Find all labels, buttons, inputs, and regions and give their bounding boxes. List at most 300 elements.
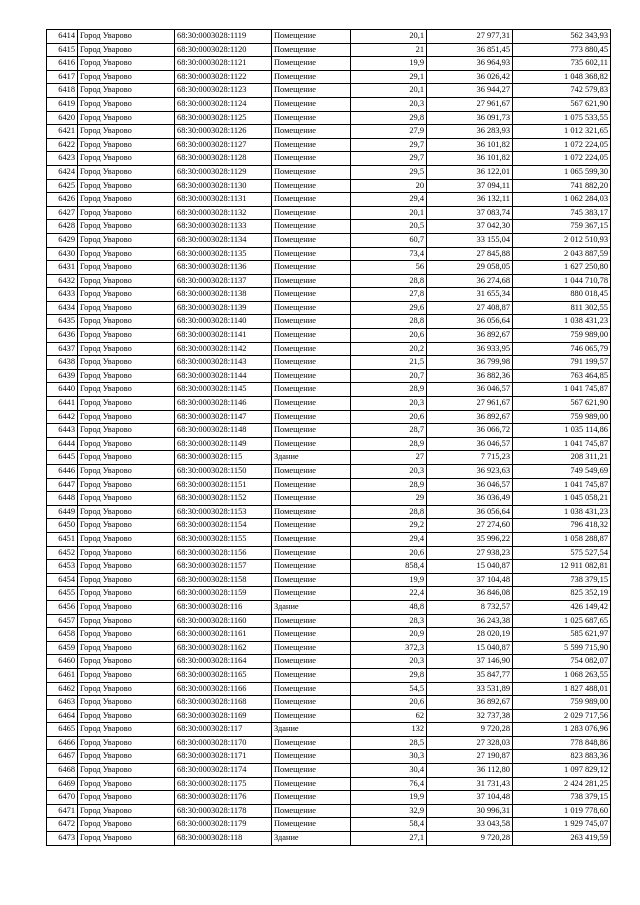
cadastral-number-cell: 68:30:0003028:1136 <box>175 261 272 275</box>
settlement-cell: Город Уварово <box>78 764 175 778</box>
table-row <box>47 165 611 179</box>
row-number-cell: 6445 <box>47 451 78 465</box>
table-row <box>47 600 611 614</box>
area-cell: 29,4 <box>351 532 427 546</box>
table-row <box>47 573 611 587</box>
row-number-cell: 6429 <box>47 233 78 247</box>
cadastral-value-cell: 759 989,00 <box>513 329 611 343</box>
row-number-cell: 6452 <box>47 546 78 560</box>
specific-value-cell: 27 961,67 <box>427 97 513 111</box>
specific-value-cell: 31 655,34 <box>427 288 513 302</box>
cadastral-number-cell: 68:30:0003028:1164 <box>175 655 272 669</box>
cadastral-number-cell: 68:30:0003028:1132 <box>175 206 272 220</box>
row-number-cell: 6421 <box>47 125 78 139</box>
table-row <box>47 301 611 315</box>
specific-value-cell: 37 104,48 <box>427 573 513 587</box>
area-cell: 28,5 <box>351 736 427 750</box>
cadastral-number-cell: 68:30:0003028:1156 <box>175 546 272 560</box>
area-cell: 54,5 <box>351 682 427 696</box>
cadastral-value-cell: 823 883,36 <box>513 750 611 764</box>
table-row <box>47 546 611 560</box>
object-type-cell: Помещение <box>272 478 351 492</box>
area-cell: 20,2 <box>351 342 427 356</box>
settlement-cell: Город Уварово <box>78 451 175 465</box>
area-cell: 20,1 <box>351 206 427 220</box>
row-number-cell: 6466 <box>47 736 78 750</box>
object-type-cell: Помещение <box>272 573 351 587</box>
area-cell: 28,9 <box>351 478 427 492</box>
table-row <box>47 750 611 764</box>
cadastral-value-cell: 880 018,45 <box>513 288 611 302</box>
settlement-cell: Город Уварово <box>78 206 175 220</box>
table-row <box>47 424 611 438</box>
row-number-cell: 6453 <box>47 560 78 574</box>
object-type-cell: Помещение <box>272 736 351 750</box>
row-number-cell: 6467 <box>47 750 78 764</box>
table-row <box>47 492 611 506</box>
area-cell: 28,8 <box>351 315 427 329</box>
table-row <box>47 560 611 574</box>
cadastral-number-cell: 68:30:0003028:1176 <box>175 791 272 805</box>
settlement-cell: Город Уварово <box>78 641 175 655</box>
cadastral-number-cell: 68:30:0003028:1151 <box>175 478 272 492</box>
settlement-cell: Город Уварово <box>78 614 175 628</box>
cadastral-value-cell: 749 549,69 <box>513 465 611 479</box>
settlement-cell: Город Уварово <box>78 342 175 356</box>
settlement-cell: Город Уварово <box>78 655 175 669</box>
area-cell: 372,3 <box>351 641 427 655</box>
specific-value-cell: 36 283,93 <box>427 125 513 139</box>
specific-value-cell: 36 882,36 <box>427 369 513 383</box>
table-row <box>47 179 611 193</box>
table-row <box>47 437 611 451</box>
cadastral-value-cell: 754 082,07 <box>513 655 611 669</box>
table-row <box>47 696 611 710</box>
table-row <box>47 342 611 356</box>
row-number-cell: 6444 <box>47 437 78 451</box>
specific-value-cell: 8 732,57 <box>427 600 513 614</box>
table-row <box>47 682 611 696</box>
specific-value-cell: 36 056,64 <box>427 315 513 329</box>
cadastral-value-cell: 1 038 431,23 <box>513 505 611 519</box>
settlement-cell: Город Уварово <box>78 152 175 166</box>
cadastral-number-cell: 68:30:0003028:1127 <box>175 138 272 152</box>
row-number-cell: 6448 <box>47 492 78 506</box>
row-number-cell: 6417 <box>47 70 78 84</box>
cadastral-number-cell: 68:30:0003028:1160 <box>175 614 272 628</box>
area-cell: 27,9 <box>351 125 427 139</box>
settlement-cell: Город Уварово <box>78 492 175 506</box>
table-row <box>47 261 611 275</box>
cadastral-value-cell: 2 012 510,93 <box>513 233 611 247</box>
settlement-cell: Город Уварово <box>78 478 175 492</box>
cadastral-number-cell: 68:30:0003028:1135 <box>175 247 272 261</box>
cadastral-value-cell: 742 579,83 <box>513 84 611 98</box>
table-row <box>47 587 611 601</box>
area-cell: 29,2 <box>351 519 427 533</box>
area-cell: 132 <box>351 723 427 737</box>
row-number-cell: 6434 <box>47 301 78 315</box>
cadastral-value-cell: 1 012 321,65 <box>513 125 611 139</box>
object-type-cell: Помещение <box>272 397 351 411</box>
object-type-cell: Помещение <box>272 233 351 247</box>
object-type-cell: Помещение <box>272 696 351 710</box>
object-type-cell: Помещение <box>272 111 351 125</box>
row-number-cell: 6435 <box>47 315 78 329</box>
specific-value-cell: 37 104,48 <box>427 791 513 805</box>
area-cell: 32,9 <box>351 804 427 818</box>
specific-value-cell: 36 046,57 <box>427 478 513 492</box>
row-number-cell: 6438 <box>47 356 78 370</box>
cadastral-value-cell: 738 379,15 <box>513 791 611 805</box>
cadastral-value-cell: 759 989,00 <box>513 410 611 424</box>
table-body <box>47 30 611 846</box>
row-number-cell: 6430 <box>47 247 78 261</box>
area-cell: 29,7 <box>351 138 427 152</box>
cadastral-number-cell: 68:30:0003028:1174 <box>175 764 272 778</box>
area-cell: 28,3 <box>351 614 427 628</box>
object-type-cell: Помещение <box>272 30 351 44</box>
row-number-cell: 6419 <box>47 97 78 111</box>
settlement-cell: Город Уварово <box>78 138 175 152</box>
cadastral-value-cell: 1 044 710,78 <box>513 274 611 288</box>
object-type-cell: Помещение <box>272 193 351 207</box>
cadastral-number-cell: 68:30:0003028:1161 <box>175 628 272 642</box>
object-type-cell: Помещение <box>272 424 351 438</box>
row-number-cell: 6414 <box>47 30 78 44</box>
row-number-cell: 6457 <box>47 614 78 628</box>
area-cell: 27,1 <box>351 832 427 846</box>
area-cell: 29,1 <box>351 70 427 84</box>
specific-value-cell: 36 036,49 <box>427 492 513 506</box>
specific-value-cell: 27 845,88 <box>427 247 513 261</box>
cadastral-value-cell: 1 062 284,03 <box>513 193 611 207</box>
cadastral-value-cell: 735 602,11 <box>513 57 611 71</box>
settlement-cell: Город Уварово <box>78 125 175 139</box>
specific-value-cell: 32 737,38 <box>427 709 513 723</box>
table-row <box>47 709 611 723</box>
object-type-cell: Помещение <box>272 410 351 424</box>
settlement-cell: Город Уварово <box>78 329 175 343</box>
cadastral-number-cell: 68:30:0003028:1153 <box>175 505 272 519</box>
settlement-cell: Город Уварово <box>78 628 175 642</box>
object-type-cell: Помещение <box>272 274 351 288</box>
cadastral-value-cell: 1 068 263,55 <box>513 668 611 682</box>
object-type-cell: Помещение <box>272 43 351 57</box>
cadastral-number-cell: 68:30:0003028:1129 <box>175 165 272 179</box>
settlement-cell: Город Уварово <box>78 111 175 125</box>
object-type-cell: Помещение <box>272 383 351 397</box>
object-type-cell: Помещение <box>272 220 351 234</box>
object-type-cell: Помещение <box>272 152 351 166</box>
cadastral-value-cell: 426 149,42 <box>513 600 611 614</box>
settlement-cell: Город Уварово <box>78 682 175 696</box>
specific-value-cell: 27 938,23 <box>427 546 513 560</box>
object-type-cell: Помещение <box>272 764 351 778</box>
row-number-cell: 6456 <box>47 600 78 614</box>
specific-value-cell: 36 122,01 <box>427 165 513 179</box>
area-cell: 20,6 <box>351 546 427 560</box>
cadastral-number-cell: 68:30:0003028:1178 <box>175 804 272 818</box>
cadastral-number-cell: 68:30:0003028:1171 <box>175 750 272 764</box>
specific-value-cell: 31 731,43 <box>427 777 513 791</box>
area-cell: 28,9 <box>351 383 427 397</box>
cadastral-value-cell: 567 621,90 <box>513 397 611 411</box>
specific-value-cell: 36 923,63 <box>427 465 513 479</box>
settlement-cell: Город Уварово <box>78 668 175 682</box>
settlement-cell: Город Уварово <box>78 709 175 723</box>
row-number-cell: 6427 <box>47 206 78 220</box>
table-row <box>47 57 611 71</box>
cadastral-number-cell: 68:30:0003028:1142 <box>175 342 272 356</box>
cadastral-value-table <box>46 29 611 846</box>
specific-value-cell: 35 847,77 <box>427 668 513 682</box>
settlement-cell: Город Уварово <box>78 97 175 111</box>
row-number-cell: 6423 <box>47 152 78 166</box>
settlement-cell: Город Уварово <box>78 573 175 587</box>
table-row <box>47 97 611 111</box>
row-number-cell: 6470 <box>47 791 78 805</box>
object-type-cell: Помещение <box>272 57 351 71</box>
cadastral-number-cell: 68:30:0003028:1147 <box>175 410 272 424</box>
table-row <box>47 614 611 628</box>
table-row <box>47 70 611 84</box>
settlement-cell: Город Уварово <box>78 587 175 601</box>
row-number-cell: 6447 <box>47 478 78 492</box>
specific-value-cell: 36 964,93 <box>427 57 513 71</box>
cadastral-number-cell: 68:30:0003028:1149 <box>175 437 272 451</box>
settlement-cell: Город Уварово <box>78 84 175 98</box>
cadastral-number-cell: 68:30:0003028:1159 <box>175 587 272 601</box>
settlement-cell: Город Уварово <box>78 315 175 329</box>
row-number-cell: 6426 <box>47 193 78 207</box>
object-type-cell: Помещение <box>272 668 351 682</box>
cadastral-value-cell: 12 911 082,81 <box>513 560 611 574</box>
row-number-cell: 6439 <box>47 369 78 383</box>
table-row <box>47 397 611 411</box>
cadastral-number-cell: 68:30:0003028:1143 <box>175 356 272 370</box>
cadastral-value-cell: 773 880,45 <box>513 43 611 57</box>
area-cell: 19,9 <box>351 573 427 587</box>
object-type-cell: Помещение <box>272 560 351 574</box>
object-type-cell: Помещение <box>272 369 351 383</box>
row-number-cell: 6440 <box>47 383 78 397</box>
cadastral-number-cell: 68:30:0003028:1137 <box>175 274 272 288</box>
specific-value-cell: 36 046,57 <box>427 437 513 451</box>
specific-value-cell: 33 043,58 <box>427 818 513 832</box>
area-cell: 20 <box>351 179 427 193</box>
cadastral-value-cell: 791 199,57 <box>513 356 611 370</box>
settlement-cell: Город Уварово <box>78 261 175 275</box>
specific-value-cell: 29 058,05 <box>427 261 513 275</box>
specific-value-cell: 9 720,28 <box>427 723 513 737</box>
cadastral-number-cell: 68:30:0003028:1123 <box>175 84 272 98</box>
object-type-cell: Помещение <box>272 505 351 519</box>
object-type-cell: Помещение <box>272 587 351 601</box>
cadastral-number-cell: 68:30:0003028:1134 <box>175 233 272 247</box>
cadastral-value-cell: 1 025 687,65 <box>513 614 611 628</box>
object-type-cell: Помещение <box>272 329 351 343</box>
table-row <box>47 465 611 479</box>
table-row <box>47 30 611 44</box>
cadastral-number-cell: 68:30:0003028:1144 <box>175 369 272 383</box>
object-type-cell: Помещение <box>272 546 351 560</box>
cadastral-value-cell: 1 041 745,87 <box>513 478 611 492</box>
settlement-cell: Город Уварово <box>78 424 175 438</box>
row-number-cell: 6472 <box>47 818 78 832</box>
row-number-cell: 6432 <box>47 274 78 288</box>
cadastral-number-cell: 68:30:0003028:1166 <box>175 682 272 696</box>
object-type-cell: Помещение <box>272 315 351 329</box>
settlement-cell: Город Уварово <box>78 804 175 818</box>
row-number-cell: 6422 <box>47 138 78 152</box>
cadastral-value-cell: 1 072 224,05 <box>513 138 611 152</box>
table-row <box>47 478 611 492</box>
settlement-cell: Город Уварово <box>78 818 175 832</box>
settlement-cell: Город Уварово <box>78 696 175 710</box>
cadastral-number-cell: 68:30:0003028:1169 <box>175 709 272 723</box>
area-cell: 19,9 <box>351 791 427 805</box>
object-type-cell: Здание <box>272 832 351 846</box>
settlement-cell: Город Уварово <box>78 288 175 302</box>
row-number-cell: 6416 <box>47 57 78 71</box>
object-type-cell: Помещение <box>272 165 351 179</box>
table-row <box>47 832 611 846</box>
cadastral-value-cell: 1 041 745,87 <box>513 437 611 451</box>
specific-value-cell: 36 846,08 <box>427 587 513 601</box>
table-row <box>47 519 611 533</box>
area-cell: 20,3 <box>351 397 427 411</box>
object-type-cell: Помещение <box>272 465 351 479</box>
area-cell: 29,8 <box>351 668 427 682</box>
object-type-cell: Помещение <box>272 70 351 84</box>
row-number-cell: 6446 <box>47 465 78 479</box>
settlement-cell: Город Уварово <box>78 247 175 261</box>
row-number-cell: 6418 <box>47 84 78 98</box>
area-cell: 60,7 <box>351 233 427 247</box>
specific-value-cell: 33 155,04 <box>427 233 513 247</box>
settlement-cell: Город Уварово <box>78 600 175 614</box>
row-number-cell: 6449 <box>47 505 78 519</box>
area-cell: 28,8 <box>351 274 427 288</box>
table-row <box>47 369 611 383</box>
cadastral-number-cell: 68:30:0003028:116 <box>175 600 272 614</box>
row-number-cell: 6461 <box>47 668 78 682</box>
area-cell: 28,7 <box>351 424 427 438</box>
area-cell: 56 <box>351 261 427 275</box>
cadastral-value-cell: 1 627 250,80 <box>513 261 611 275</box>
cadastral-number-cell: 68:30:0003028:1124 <box>175 97 272 111</box>
cadastral-value-cell: 208 311,21 <box>513 451 611 465</box>
table-row <box>47 274 611 288</box>
table-row <box>47 152 611 166</box>
cadastral-value-cell: 741 882,20 <box>513 179 611 193</box>
settlement-cell: Город Уварово <box>78 777 175 791</box>
cadastral-value-cell: 2 029 717,56 <box>513 709 611 723</box>
table-row <box>47 777 611 791</box>
specific-value-cell: 15 040,87 <box>427 560 513 574</box>
table-row <box>47 723 611 737</box>
area-cell: 20,1 <box>351 84 427 98</box>
area-cell: 29 <box>351 492 427 506</box>
specific-value-cell: 27 977,31 <box>427 30 513 44</box>
object-type-cell: Помещение <box>272 138 351 152</box>
area-cell: 22,4 <box>351 587 427 601</box>
table-row <box>47 668 611 682</box>
cadastral-number-cell: 68:30:0003028:1165 <box>175 668 272 682</box>
area-cell: 29,4 <box>351 193 427 207</box>
cadastral-value-cell: 759 367,15 <box>513 220 611 234</box>
area-cell: 73,4 <box>351 247 427 261</box>
table-row <box>47 315 611 329</box>
table-row <box>47 138 611 152</box>
cadastral-value-cell: 746 065,79 <box>513 342 611 356</box>
row-number-cell: 6458 <box>47 628 78 642</box>
cadastral-number-cell: 68:30:0003028:1145 <box>175 383 272 397</box>
row-number-cell: 6443 <box>47 424 78 438</box>
object-type-cell: Здание <box>272 600 351 614</box>
object-type-cell: Помещение <box>272 84 351 98</box>
specific-value-cell: 7 715,23 <box>427 451 513 465</box>
object-type-cell: Помещение <box>272 97 351 111</box>
specific-value-cell: 36 892,67 <box>427 696 513 710</box>
specific-value-cell: 37 042,30 <box>427 220 513 234</box>
settlement-cell: Город Уварово <box>78 383 175 397</box>
cadastral-value-cell: 575 527,54 <box>513 546 611 560</box>
settlement-cell: Город Уварово <box>78 274 175 288</box>
cadastral-number-cell: 68:30:0003028:1162 <box>175 641 272 655</box>
row-number-cell: 6465 <box>47 723 78 737</box>
cadastral-number-cell: 68:30:0003028:1131 <box>175 193 272 207</box>
settlement-cell: Город Уварово <box>78 750 175 764</box>
row-number-cell: 6464 <box>47 709 78 723</box>
cadastral-value-cell: 796 418,32 <box>513 519 611 533</box>
specific-value-cell: 36 091,73 <box>427 111 513 125</box>
cadastral-number-cell: 68:30:0003028:1140 <box>175 315 272 329</box>
object-type-cell: Помещение <box>272 791 351 805</box>
cadastral-value-cell: 1 038 431,23 <box>513 315 611 329</box>
object-type-cell: Помещение <box>272 532 351 546</box>
cadastral-number-cell: 68:30:0003028:1158 <box>175 573 272 587</box>
row-number-cell: 6471 <box>47 804 78 818</box>
cadastral-value-cell: 738 379,15 <box>513 573 611 587</box>
specific-value-cell: 36 243,38 <box>427 614 513 628</box>
specific-value-cell: 36 101,82 <box>427 152 513 166</box>
specific-value-cell: 36 892,67 <box>427 329 513 343</box>
settlement-cell: Город Уварово <box>78 43 175 57</box>
cadastral-number-cell: 68:30:0003028:1139 <box>175 301 272 315</box>
row-number-cell: 6455 <box>47 587 78 601</box>
settlement-cell: Город Уварово <box>78 736 175 750</box>
cadastral-value-cell: 2 424 281,25 <box>513 777 611 791</box>
table-row <box>47 804 611 818</box>
object-type-cell: Помещение <box>272 179 351 193</box>
row-number-cell: 6425 <box>47 179 78 193</box>
specific-value-cell: 36 066,72 <box>427 424 513 438</box>
area-cell: 30,4 <box>351 764 427 778</box>
area-cell: 20,1 <box>351 30 427 44</box>
object-type-cell: Помещение <box>272 288 351 302</box>
cadastral-value-cell: 1 045 058,21 <box>513 492 611 506</box>
specific-value-cell: 36 046,57 <box>427 383 513 397</box>
object-type-cell: Здание <box>272 451 351 465</box>
cadastral-number-cell: 68:30:0003028:1121 <box>175 57 272 71</box>
row-number-cell: 6437 <box>47 342 78 356</box>
cadastral-value-cell: 825 352,19 <box>513 587 611 601</box>
cadastral-value-cell: 5 599 715,90 <box>513 641 611 655</box>
table-row <box>47 410 611 424</box>
area-cell: 29,7 <box>351 152 427 166</box>
